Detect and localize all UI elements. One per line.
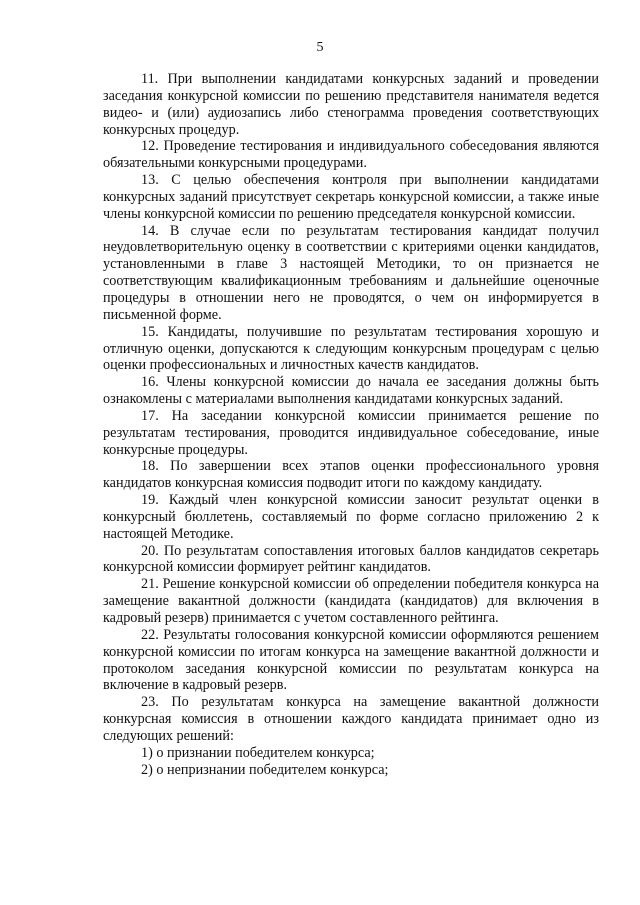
paragraph-14: 14. В случае если по результатам тестирования кандидат получил неудовлетворительную оценку в соответствии с критериями оценки кандидатов, установленными в главе 3 настоящей Методики, то он признается не соответствующим квалификационным требованиям и дальнейшие оценочные процедуры в отношении него не проводятся, о чем он информируется в письменной форме. xyxy=(103,222,599,323)
document-body xyxy=(103,71,599,778)
paragraph-23: 23. По результатам конкурса на замещение вакантной должности конкурсная комиссия в отношении каждого кандидата принимает одно из следующих решений: xyxy=(103,694,599,744)
paragraph-20: 20. По результатам сопоставления итоговых баллов кандидатов секретарь конкурсной комиссии формирует рейтинг кандидатов. xyxy=(103,542,599,576)
paragraph-16: 16. Члены конкурсной комиссии до начала ее заседания должны быть ознакомлены с материалами выполнения кандидатами конкурсных заданий. xyxy=(103,374,599,408)
paragraph-11: 11. При выполнении кандидатами конкурсных заданий и проведении заседания конкурсной комиссии по решению представителя нанимателя ведется видео- и (или) аудиозапись либо стенограмма проведения соответствующих конкурсных процедур. xyxy=(103,71,599,138)
paragraph-13: 13. С целью обеспечения контроля при выполнении кандидатами конкурсных заданий присутствует секретарь конкурсной комиссии, а также иные члены конкурсной комиссии по решению председателя конкурсной комиссии. xyxy=(103,172,599,222)
paragraph-19: 19. Каждый член конкурсной комиссии заносит результат оценки в конкурсный бюллетень, составляемый по форме согласно приложению 2 к настоящей Методике. xyxy=(103,492,599,542)
list-item-2: 2) о непризнании победителем конкурса; xyxy=(141,761,389,778)
paragraph-22: 22. Результаты голосования конкурсной комиссии оформляются решением конкурсной комиссии по итогам конкурса на замещение вакантной должности и протоколом заседания конкурсной комиссии по результатам конкурса на включение в кадровый резерв. xyxy=(103,626,599,694)
paragraph-15: 15. Кандидаты, получившие по результатам тестирования хорошую и отличную оценки, допускаются к следующим конкурсным процедурам с целью оценки профессиональных и личностных качеств кандидатов. xyxy=(103,323,599,374)
paragraph-17: 17. На заседании конкурсной комиссии принимается решение по результатам тестирования, проводится индивидуальное собеседование, иные конкурсные процедуры. xyxy=(103,407,599,458)
list-item-1: 1) о признании победителем конкурса; xyxy=(141,744,375,761)
paragraph-18: 18. По завершении всех этапов оценки профессионального уровня кандидатов конкурсная комиссия подводит итоги по каждому кандидату. xyxy=(103,458,599,492)
page-number: 5 xyxy=(316,40,324,55)
paragraph-21: 21. Решение конкурсной комиссии об определении победителя конкурса на замещение вакантной должности (кандидата (кандидатов) для включения в кадровый резерв) принимается с учетом составленного рейтинга. xyxy=(103,576,599,626)
paragraph-12: 12. Проведение тестирования и индивидуального собеседования являются обязательными конкурсными процедурами. xyxy=(103,138,599,172)
